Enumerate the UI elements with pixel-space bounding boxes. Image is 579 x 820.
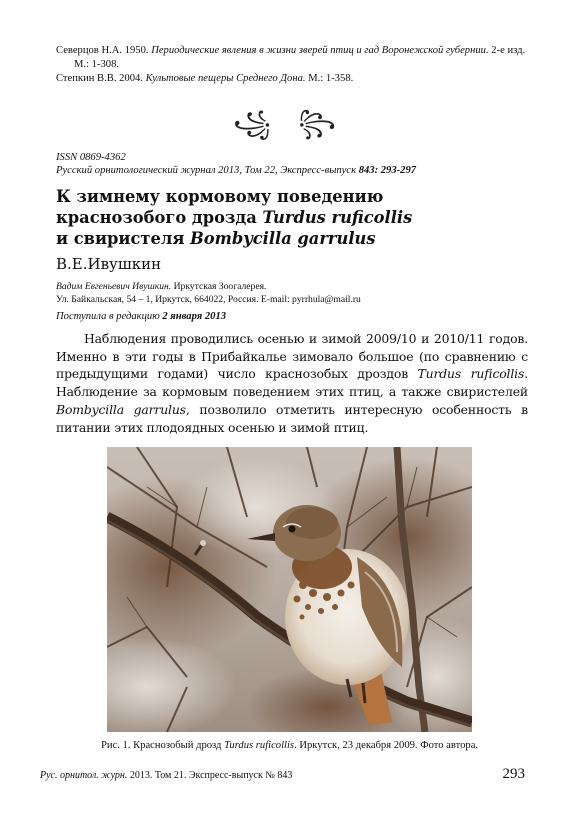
title-species-2: Bombycilla garrulus (190, 229, 376, 248)
title-line-1: К зимнему кормовому поведению (56, 187, 384, 206)
caption-species: Turdus ruficollis (224, 740, 295, 751)
reference-item (56, 44, 531, 72)
figure-caption: Рис. 1. Краснозобый дрозд Turdus ruficollis. Иркутск, 23 декабря 2009. Фото автора. (100, 740, 479, 751)
reference-authors: Степкин В.В. 2004. (56, 73, 143, 84)
species-name: Turdus ruficollis (417, 366, 525, 382)
journal-citation (56, 164, 531, 177)
reference-title: Периодические явления в жизни зверей птиц и гад Воронежской губернии. (151, 45, 489, 56)
affiliation-address: Ул. Байкальская, 54 – 1, Иркутск, 664022, Россия. E-mail: pyrrhula@mail.ru (56, 293, 361, 305)
title-line-3: и свиристеля (56, 229, 185, 248)
received-date-value: 2 января 2013 (162, 311, 227, 322)
article-author: В.Е.Ивушкин (56, 255, 162, 273)
issn: ISSN 0869-4362 (56, 152, 126, 163)
received-date (56, 311, 226, 322)
author-affiliation (56, 281, 531, 306)
reference-item (56, 72, 531, 86)
footer-journal-info: 2013. Том 21. Экспресс-выпуск № 843 (129, 770, 293, 781)
affiliation-org: Иркутская Зоогалерея. (173, 281, 267, 292)
reference-details: 2-е изд. М.: 1-308. (74, 45, 526, 70)
article-header-meta (56, 151, 531, 177)
bird-photo (107, 447, 472, 732)
section-ornament: ꧁ ꧂ (233, 109, 346, 137)
issue-pages: 843: 293-297 (358, 165, 417, 176)
body-paragraph: Наблюдения проводились осенью и зимой 2009/10 и 2010/11 годов. Именно в эти годы в Прибайкалье зимовало большое (по сравнению с предыдущими годами) число краснозобых дроздов Turdus ruficollis. Наблюдение за кормовым поведением этих птиц, а также свиристелей Bombycilla garrulus, позволило отметить интересную особенность в питании этих плодоядных осенью и зимой птиц. (56, 331, 528, 435)
species-name: Bombycilla garrulus (56, 401, 186, 417)
footer-journal-abbrev: Рус. орнитол. журн. (40, 770, 128, 781)
title-species-1: Turdus ruficollis (262, 208, 413, 227)
article-title (56, 186, 531, 249)
title-line-2: краснозобого дрозда (56, 208, 257, 227)
journal-name: Русский орнитологический журнал 2013, Том 22, Экспресс-выпуск (56, 165, 357, 176)
references-list (56, 44, 531, 86)
page-footer (40, 766, 525, 786)
footer-journal (40, 770, 292, 781)
reference-authors: Северцов Н.А. 1950. (56, 45, 149, 56)
received-label: Поступила в редакцию (56, 311, 160, 322)
page-number: 293 (502, 766, 525, 782)
reference-title: Культовые пещеры Среднего Дона. (145, 73, 306, 84)
affiliation-name: Вадим Евгеньевич Ивушкин. (56, 281, 172, 292)
reference-details: М.: 1-358. (308, 73, 354, 84)
